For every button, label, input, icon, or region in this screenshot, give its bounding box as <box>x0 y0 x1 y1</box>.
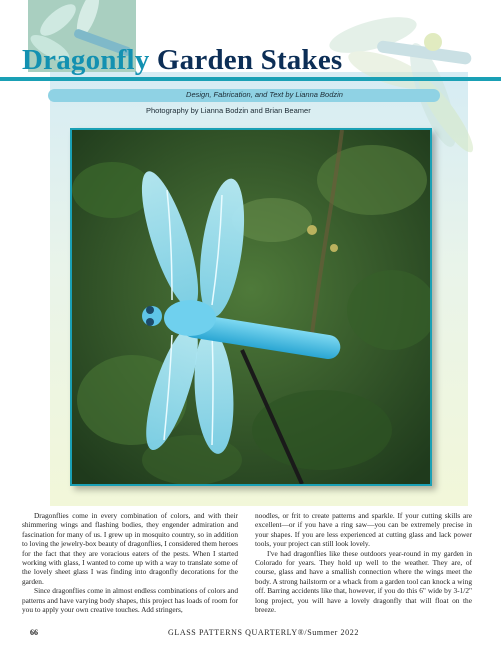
page-number: 66 <box>30 628 38 637</box>
title-rest: Garden Stakes <box>149 44 343 76</box>
credit-design: Design, Fabrication, and Text by Lianna Bodzin <box>186 90 343 99</box>
article-column-1 <box>22 511 238 614</box>
title-rule <box>0 77 501 81</box>
article-paragraph: Dragonflies come in every combination of colors, and with their shimmering wings and flashing bodies, they engender admiration and fascination for many of us. I grew up in mosquito country, so in addition to loving the jewelry-box beauty of dragonflies, I considered them heroes for the fact that they are voracious eaters of the pests. When I started working with glass, I wanted to come up with a way to translate some of the lovely sheet glass I was finding into dragonfly decorations for the garden. <box>22 511 238 586</box>
article-paragraph: Since dragonflies come in almost endless combinations of colors and patterns and have varying body shapes, this project has loads of room for you to apply your own creative touches. Add stringers, <box>22 586 238 615</box>
article-paragraph: noodles, or frit to create patterns and sparkle. If your cutting skills are excellent—or if you have a ring saw—you can be extremely precise in your shapes. If you are less experienced at cutting glass and lack power tools, your project can still look lovely. <box>255 511 472 549</box>
article-paragraph: I've had dragonflies like these outdoors year-round in my garden in Colorado for years. They hold up well to the weather. They are, of course, glass and have a smallish connection where the wings meet the body. A strong hailstorm or a whack from a garden tool can knock a wing off. Barring accidents like that, however, if you do this 6" wide by 3-1/2" long project, you will have a lovely dragonfly that will float on the breeze. <box>255 548 472 615</box>
main-dragonfly-photo <box>70 128 432 486</box>
magazine-footer: GLASS PATTERNS QUARTERLY®/Summer 2022 <box>168 628 359 637</box>
credit-photography: Photography by Lianna Bodzin and Brian Beamer <box>146 106 311 115</box>
page-title <box>22 44 342 77</box>
title-accent-word: Dragonfly <box>22 44 150 76</box>
article-column-2 <box>255 511 472 614</box>
